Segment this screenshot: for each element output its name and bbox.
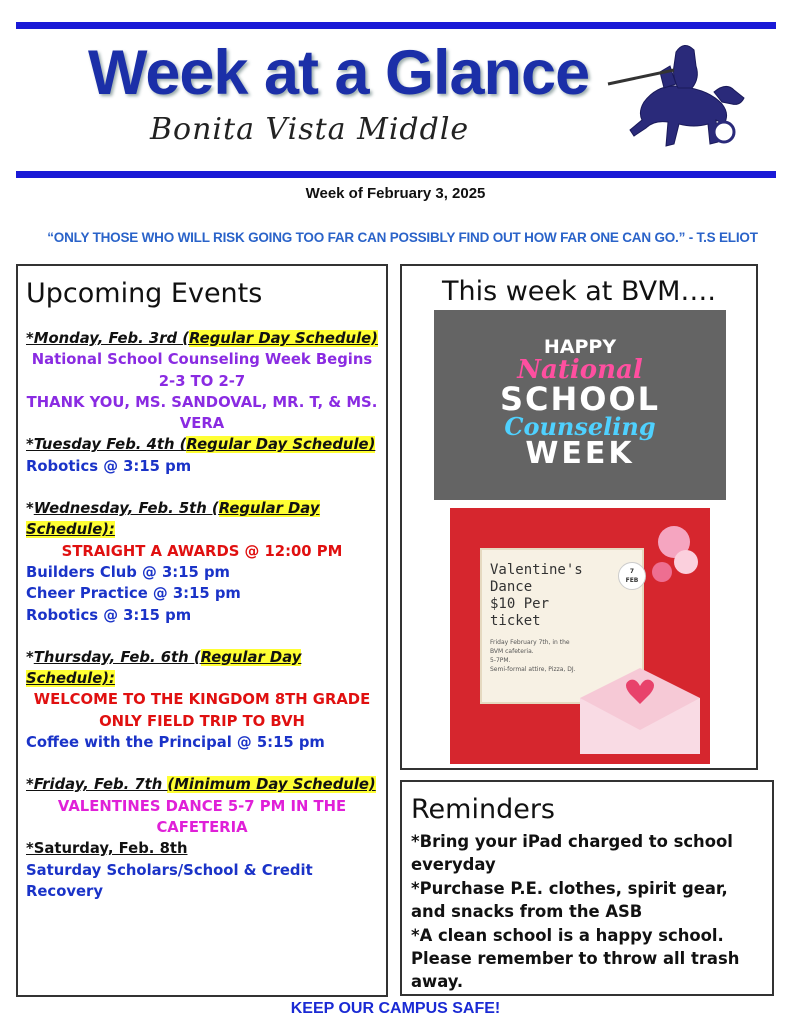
envelope-icon [580, 658, 700, 758]
week-of-date: Week of February 3, 2025 [305, 185, 486, 202]
counseling-week-poster [434, 310, 726, 500]
event-item: Cheer Practice @ 3:15 pm [26, 585, 241, 603]
poster-line: Counseling [504, 412, 656, 441]
header-bottom-rule [16, 171, 776, 178]
upcoming-events-panel [16, 264, 388, 997]
event-item: Robotics @ 3:15 pm [26, 606, 192, 624]
events-list [26, 328, 378, 902]
reminder-item: *A clean school is a happy school. Please remember to throw all trash away. [411, 925, 740, 992]
poster-line: HAPPY [543, 336, 617, 358]
reminders-list [411, 830, 763, 994]
poster-line: SCHOOL [499, 380, 661, 418]
school-name: Bonita Vista Middle [150, 112, 470, 147]
event-item: National School Counseling Week Begins 2-3 TO 2-7 [31, 351, 373, 390]
header-top-rule [16, 22, 776, 29]
wednesday-heading: *Wednesday, Feb. 5th (Regular Day Schedule): [26, 500, 320, 539]
date-badge: 7 FEB [618, 562, 646, 590]
event-item: STRAIGHT A AWARDS @ 12:00 PM [61, 542, 343, 560]
thursday-heading: *Thursday, Feb. 6th (Regular Day Schedule): [26, 648, 302, 688]
tuesday-heading: *Tuesday Feb. 4th (Regular Day Schedule) [26, 436, 376, 454]
ticket-title: Valentine's Dance $10 Per ticket [490, 562, 583, 629]
reminder-item: *Purchase P.E. clothes, spirit gear, and snacks from the ASB [411, 878, 728, 922]
this-week-panel [400, 264, 758, 770]
reminder-item: *Bring your iPad charged to school everyday [411, 832, 733, 875]
knight-on-horse-icon [604, 32, 754, 164]
event-item: Saturday Scholars/School & Credit Recovery [26, 861, 313, 900]
event-item: VALENTINES DANCE 5-7 PM IN THE CAFETERIA [57, 797, 347, 836]
event-item: THANK YOU, MS. SANDOVAL, MR. T, & MS. VERA [26, 393, 378, 433]
poster-line: WEEK [525, 436, 635, 471]
event-item: WELCOME TO THE KINGDOM 8TH GRADE ONLY FIELD TRIP TO BVH [33, 691, 371, 730]
friday-heading: *Friday, Feb. 7th (Minimum Day Schedule) [26, 776, 376, 794]
monday-heading: *Monday, Feb. 3rd (Regular Day Schedule) [26, 330, 378, 347]
event-item: Builders Club @ 3:15 pm [26, 563, 230, 581]
poster-line: National [517, 355, 643, 385]
reminders-heading: Reminders [411, 794, 555, 825]
footer-slogan: KEEP OUR CAMPUS SAFE! [290, 1000, 501, 1017]
ticket-details: Friday February 7th, in the BVM cafeteria. 5-7PM. Semi-formal attire, Pizza, DJ. [490, 639, 576, 673]
this-week-heading: This week at BVM…. [441, 276, 717, 307]
quote: “ONLY THOSE WHO WILL RISK GOING TOO FAR CAN POSSIBLY FIND OUT HOW FAR ONE CAN GO.” - T.S ELIOT [47, 230, 758, 245]
saturday-heading: *Saturday, Feb. 8th [26, 840, 188, 858]
heart-icon [646, 522, 702, 592]
event-item: Robotics @ 3:15 pm [26, 457, 192, 475]
valentines-dance-poster [450, 508, 710, 764]
event-item: Coffee with the Principal @ 5:15 pm [26, 734, 325, 752]
reminders-panel [400, 780, 774, 996]
upcoming-events-heading: Upcoming Events [26, 278, 263, 309]
page-title: Week at a Glance [88, 38, 590, 108]
